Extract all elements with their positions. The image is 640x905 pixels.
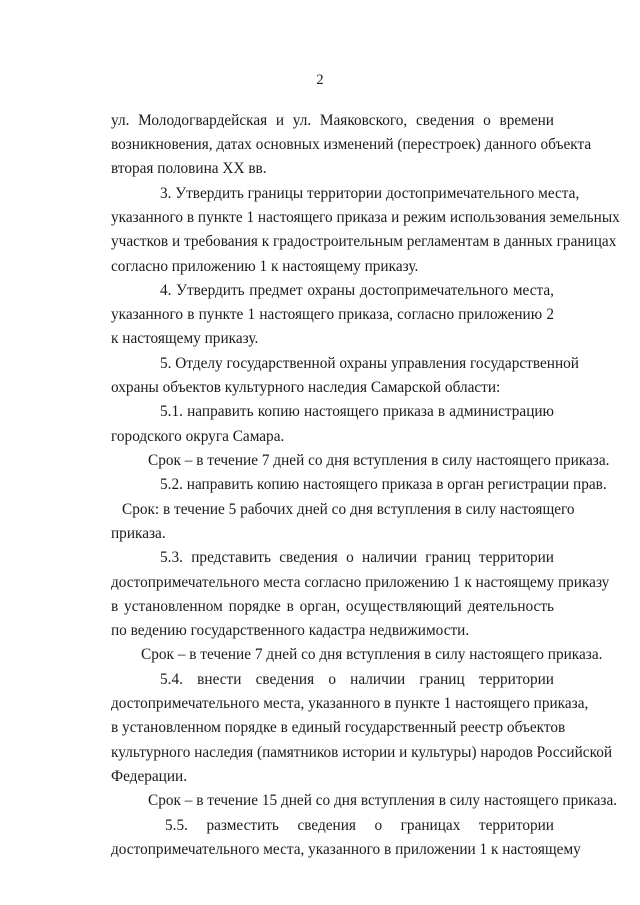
text-line: городского округа Самара. bbox=[111, 428, 285, 445]
deadline-line: Срок: в течение 5 рабочих дней со дня вступления в силу настоящего bbox=[122, 501, 575, 518]
text-line: 5. Отделу государственной охраны управления государственной bbox=[160, 355, 579, 372]
text-line: возникновения, датах основных изменений (перестроек) данного объекта bbox=[111, 136, 592, 153]
text-line: достопримечательного места, указанного в приложении 1 к настоящему bbox=[111, 841, 581, 858]
text-line: указанного в пункте 1 настоящего приказа, согласно приложению 2 bbox=[111, 306, 554, 323]
text-line: согласно приложению 1 к настоящему приказу. bbox=[111, 258, 419, 275]
text-line: к настоящему приказу. bbox=[111, 330, 259, 347]
text-line: по ведению государственного кадастра недвижимости. bbox=[111, 622, 470, 639]
text-line: 5.5. разместить сведения о границах территории bbox=[165, 817, 554, 834]
text-line: в установленном порядке в единый государственный реестр объектов bbox=[111, 719, 566, 736]
text-line: 5.4. внести сведения о наличии границ территории bbox=[160, 671, 554, 688]
text-line: достопримечательного места согласно приложению 1 к настоящему приказу bbox=[111, 574, 610, 591]
text-line: охраны объектов культурного наследия Самарской области: bbox=[111, 379, 501, 396]
deadline-line: Срок – в течение 7 дней со дня вступления в силу настоящего приказа. bbox=[141, 646, 603, 663]
text-line: 5.1. направить копию настоящего приказа в администрацию bbox=[160, 403, 554, 420]
text-line: 5.3. представить сведения о наличии границ территории bbox=[160, 549, 554, 566]
text-line: приказа. bbox=[111, 525, 166, 542]
text-line: Федерации. bbox=[111, 768, 188, 785]
text-line: 4. Утвердить предмет охраны достопримечательного места, bbox=[160, 282, 554, 299]
text-line: культурного наследия (памятников истории и культуры) народов Российской bbox=[111, 744, 613, 761]
text-line: в установленном порядке в орган, осуществляющий деятельность bbox=[111, 598, 554, 615]
text-line: указанного в пункте 1 настоящего приказа и режим использования земельных bbox=[111, 209, 620, 226]
text-line: 5.2. направить копию настоящего приказа в орган регистрации прав. bbox=[160, 476, 607, 493]
page-number: 2 bbox=[316, 72, 324, 88]
text-line: достопримечательного места, указанного в пункте 1 настоящего приказа, bbox=[111, 695, 589, 712]
text-line: вторая половина XX вв. bbox=[111, 160, 267, 177]
deadline-line: Срок – в течение 15 дней со дня вступления в силу настоящего приказа. bbox=[148, 792, 618, 809]
text-line: ул. Молодогвардейская и ул. Маяковского, сведения о времени bbox=[111, 112, 554, 129]
text-line: участков и требования к градостроительным регламентам в данных границах bbox=[111, 233, 617, 250]
deadline-line: Срок – в течение 7 дней со дня вступления в силу настоящего приказа. bbox=[148, 452, 610, 469]
text-line: 3. Утвердить границы территории достопримечательного места, bbox=[160, 185, 580, 202]
